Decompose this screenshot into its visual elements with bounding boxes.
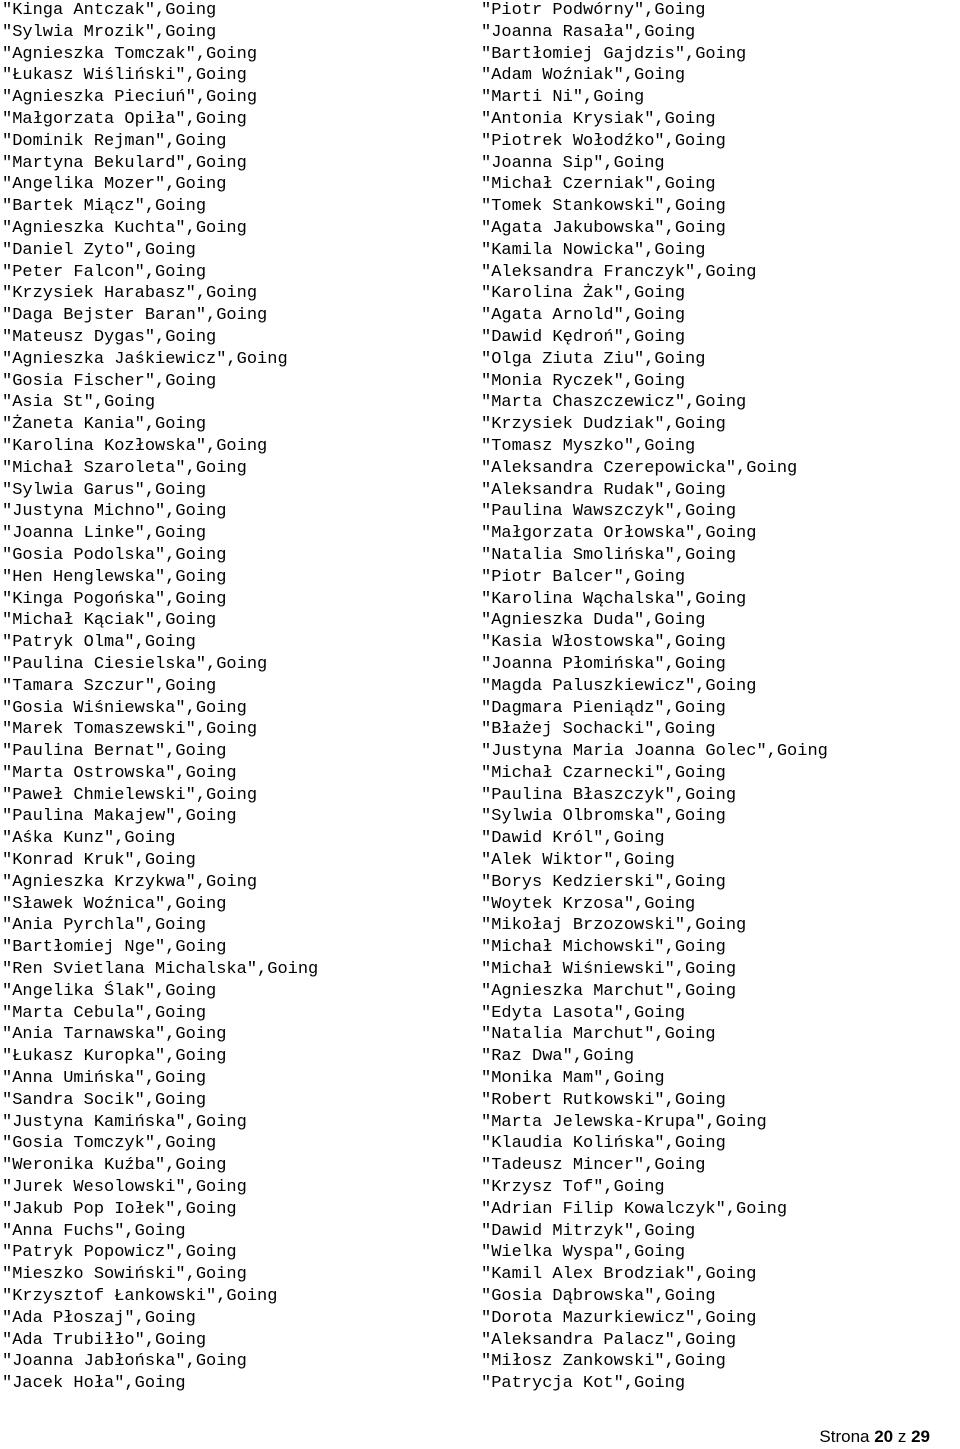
attendee-line: "Krzysz Tof",Going — [481, 1178, 665, 1198]
attendee-line: "Błażej Sochacki",Going — [481, 720, 716, 740]
attendee-line: "Joanna Płomińska",Going — [481, 654, 726, 674]
attendee-line: "Konrad Kruk",Going — [2, 851, 196, 871]
attendee-line: "Justyna Maria Joanna Golec",Going — [481, 742, 828, 762]
attendee-line: "Joanna Rasała",Going — [481, 22, 696, 42]
attendee-line: "Magda Paluszkiewicz",Going — [481, 676, 757, 696]
attendee-line: "Agnieszka Duda",Going — [481, 611, 706, 631]
attendee-line: "Agnieszka Jaśkiewicz",Going — [2, 349, 288, 369]
attendee-line: "Antonia Krysiak",Going — [481, 109, 716, 129]
attendee-line: "Miłosz Zankowski",Going — [481, 1352, 726, 1372]
attendee-line: "Ania Pyrchla",Going — [2, 916, 207, 936]
attendee-line: "Karolina Żak",Going — [481, 284, 686, 304]
attendee-line: "Żaneta Kania",Going — [2, 415, 207, 435]
attendee-line: "Gosia Fischer",Going — [2, 371, 217, 391]
attendee-line: "Kinga Pogońska",Going — [2, 589, 227, 609]
attendee-line: "Gosia Wiśniewska",Going — [2, 698, 247, 718]
attendee-line: "Kasia Włostowska",Going — [481, 633, 726, 653]
attendee-line: "Patryk Olma",Going — [2, 633, 196, 653]
attendee-line: "Aleksandra Palacz",Going — [481, 1330, 737, 1350]
attendee-line: "Monika Mam",Going — [481, 1069, 665, 1089]
attendee-line: "Kamil Alex Brodziak",Going — [481, 1265, 757, 1285]
attendee-line: "Sławek Woźnica",Going — [2, 894, 227, 914]
attendee-line: "Natalia Marchut",Going — [481, 1025, 716, 1045]
current-page-number: 20 — [874, 1427, 894, 1446]
attendee-line: "Sylwia Garus",Going — [2, 480, 207, 500]
attendee-line: "Alek Wiktor",Going — [481, 851, 675, 871]
attendee-line: "Bartek Miącz",Going — [2, 197, 207, 217]
total-pages-number: 29 — [911, 1427, 930, 1446]
attendee-line: "Tomek Stankowski",Going — [481, 197, 726, 217]
attendee-line: "Olga Ziuta Ziu",Going — [481, 349, 706, 369]
attendee-line: "Angelika Ślak",Going — [2, 981, 217, 1001]
attendee-line: "Mateusz Dygas",Going — [2, 327, 217, 347]
attendee-line: "Agnieszka Pieciuń",Going — [2, 88, 258, 108]
attendee-line: "Marta Chaszczewicz",Going — [481, 393, 747, 413]
attendee-line: "Aleksandra Rudak",Going — [481, 480, 726, 500]
attendee-line: "Małgorzata Orłowska",Going — [481, 524, 757, 544]
attendee-line: "Michał Michowski",Going — [481, 938, 726, 958]
attendee-line: "Piotrek Wołodźko",Going — [481, 131, 726, 151]
attendee-line: "Daniel Zyto",Going — [2, 240, 196, 260]
attendee-line: "Marti Ni",Going — [481, 88, 645, 108]
attendee-line: "Dawid Kędroń",Going — [481, 327, 686, 347]
attendee-line: "Aleksandra Franczyk",Going — [481, 262, 757, 282]
attendee-line: "Raz Dwa",Going — [481, 1047, 635, 1067]
attendee-line: "Joanna Linke",Going — [2, 524, 207, 544]
attendee-line: "Sandra Socik",Going — [2, 1090, 207, 1110]
attendee-line: "Piotr Balcer",Going — [481, 567, 686, 587]
left-attendee-column — [2, 0, 318, 1395]
attendee-line: "Gosia Podolska",Going — [2, 545, 227, 565]
attendee-line: "Borys Kedzierski",Going — [481, 872, 726, 892]
attendee-line: "Martyna Bekulard",Going — [2, 153, 247, 173]
attendee-line: "Asia St",Going — [2, 393, 156, 413]
attendee-line: "Anna Fuchs",Going — [2, 1221, 186, 1241]
attendee-line: "Patrycja Kot",Going — [481, 1374, 686, 1394]
attendee-line: "Ania Tarnawska",Going — [2, 1025, 227, 1045]
attendee-line: "Patryk Popowicz",Going — [2, 1243, 237, 1263]
attendee-line: "Krzysztof Łankowski",Going — [2, 1287, 278, 1307]
attendee-line: "Marta Jelewska-Krupa",Going — [481, 1112, 767, 1132]
attendee-line: "Dominik Rejman",Going — [2, 131, 227, 151]
attendee-line: "Angelika Mozer",Going — [2, 175, 227, 195]
attendee-line: "Joanna Sip",Going — [481, 153, 665, 173]
attendee-line: "Justyna Michno",Going — [2, 502, 227, 522]
attendee-line: "Agnieszka Marchut",Going — [481, 981, 737, 1001]
attendee-line: "Piotr Podwórny",Going — [481, 1, 706, 20]
attendee-line: "Monia Ryczek",Going — [481, 371, 686, 391]
attendee-line: "Adrian Filip Kowalczyk",Going — [481, 1199, 788, 1219]
page-footer — [819, 1427, 930, 1447]
attendee-line: "Robert Rutkowski",Going — [481, 1090, 726, 1110]
attendee-line: "Michał Wiśniewski",Going — [481, 960, 737, 980]
attendee-line: "Paulina Wawszczyk",Going — [481, 502, 737, 522]
attendee-line: "Marta Ostrowska",Going — [2, 763, 237, 783]
attendee-line: "Jacek Hoła",Going — [2, 1374, 186, 1394]
attendee-line: "Peter Falcon",Going — [2, 262, 207, 282]
attendee-line: "Tamara Szczur",Going — [2, 676, 217, 696]
attendee-line: "Adam Woźniak",Going — [481, 66, 686, 86]
attendee-line: "Aleksandra Czerepowicka",Going — [481, 458, 798, 478]
attendee-line: "Joanna Jabłońska",Going — [2, 1352, 247, 1372]
attendee-line: "Jakub Pop Iołek",Going — [2, 1199, 237, 1219]
attendee-line: "Agata Jakubowska",Going — [481, 218, 726, 238]
attendee-line: "Marta Cebula",Going — [2, 1003, 207, 1023]
attendee-line: "Edyta Lasota",Going — [481, 1003, 686, 1023]
attendee-line: "Daga Bejster Baran",Going — [2, 306, 268, 326]
attendee-line: "Michał Kąciak",Going — [2, 611, 217, 631]
attendee-line: "Anna Umińska",Going — [2, 1069, 207, 1089]
attendee-line: "Ren Svietlana Michalska",Going — [2, 960, 319, 980]
attendee-line: "Karolina Kozłowska",Going — [2, 436, 268, 456]
attendee-line: "Agnieszka Krzykwa",Going — [2, 872, 258, 892]
attendee-line: "Małgorzata Opiła",Going — [2, 109, 247, 129]
attendee-line: "Klaudia Kolińska",Going — [481, 1134, 726, 1154]
attendee-line: "Paweł Chmielewski",Going — [2, 785, 258, 805]
attendee-line: "Agnieszka Kuchta",Going — [2, 218, 247, 238]
attendee-line: "Tadeusz Mincer",Going — [481, 1156, 706, 1176]
attendee-line: "Paulina Ciesielska",Going — [2, 654, 268, 674]
attendee-line: "Dagmara Pieniądz",Going — [481, 698, 726, 718]
attendee-line: "Woytek Krzosa",Going — [481, 894, 696, 914]
footer-prefix: Strona — [819, 1427, 875, 1446]
attendee-line: "Michał Czarnecki",Going — [481, 763, 726, 783]
attendee-line: "Sylwia Olbromska",Going — [481, 807, 726, 827]
footer-middle: z — [893, 1427, 912, 1446]
attendee-line: "Kinga Antczak",Going — [2, 1, 217, 20]
attendee-line: "Wielka Wyspa",Going — [481, 1243, 686, 1263]
attendee-line: "Karolina Wąchalska",Going — [481, 589, 747, 609]
attendee-line: "Gosia Dąbrowska",Going — [481, 1287, 716, 1307]
attendee-line: "Hen Henglewska",Going — [2, 567, 227, 587]
attendee-line: "Weronika Kuźba",Going — [2, 1156, 227, 1176]
attendee-line: "Michał Szaroleta",Going — [2, 458, 247, 478]
attendee-line: "Dawid Król",Going — [481, 829, 665, 849]
attendee-line: "Ada Płoszaj",Going — [2, 1308, 196, 1328]
attendee-line: "Aśka Kunz",Going — [2, 829, 176, 849]
attendee-line: "Bartłomiej Gajdzis",Going — [481, 44, 747, 64]
right-attendee-column — [481, 0, 828, 1395]
attendee-line: "Krzysiek Dudziak",Going — [481, 415, 726, 435]
attendee-line: "Bartłomiej Nge",Going — [2, 938, 227, 958]
attendee-line: "Łukasz Wiśliński",Going — [2, 66, 247, 86]
attendee-line: "Agnieszka Tomczak",Going — [2, 44, 258, 64]
attendee-line: "Paulina Makajew",Going — [2, 807, 237, 827]
attendee-line: "Gosia Tomczyk",Going — [2, 1134, 217, 1154]
attendee-line: "Michał Czerniak",Going — [481, 175, 716, 195]
attendee-line: "Agata Arnold",Going — [481, 306, 686, 326]
attendee-line: "Kamila Nowicka",Going — [481, 240, 706, 260]
attendee-line: "Natalia Smolińska",Going — [481, 545, 737, 565]
attendee-line: "Jurek Wesolowski",Going — [2, 1178, 247, 1198]
attendee-line: "Tomasz Myszko",Going — [481, 436, 696, 456]
attendee-line: "Marek Tomaszewski",Going — [2, 720, 258, 740]
attendee-line: "Krzysiek Harabasz",Going — [2, 284, 258, 304]
attendee-line: "Ada Trubiłło",Going — [2, 1330, 207, 1350]
attendee-line: "Łukasz Kuropka",Going — [2, 1047, 227, 1067]
attendee-line: "Paulina Bernat",Going — [2, 742, 227, 762]
attendee-line: "Mikołaj Brzozowski",Going — [481, 916, 747, 936]
attendee-line: "Sylwia Mrozik",Going — [2, 22, 217, 42]
attendee-line: "Justyna Kamińska",Going — [2, 1112, 247, 1132]
attendee-line: "Dorota Mazurkiewicz",Going — [481, 1308, 757, 1328]
attendee-line: "Paulina Błaszczyk",Going — [481, 785, 737, 805]
attendee-line: "Mieszko Sowiński",Going — [2, 1265, 247, 1285]
attendee-line: "Dawid Mitrzyk",Going — [481, 1221, 696, 1241]
